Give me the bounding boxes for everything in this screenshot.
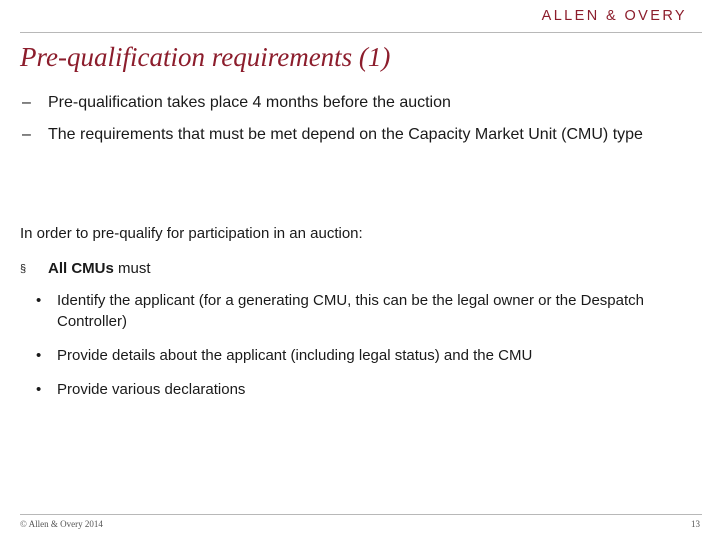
bullet-item-text: Provide details about the applicant (including legal status) and the CMU — [57, 347, 533, 364]
intro-text: In order to pre-qualify for participation in an auction: — [20, 225, 363, 242]
footer-copyright: © Allen & Overy 2014 — [20, 519, 103, 529]
dash-item — [20, 92, 680, 114]
dash-item — [20, 124, 680, 146]
dash-marker: – — [22, 126, 31, 143]
level1-bold-text: All CMUs — [48, 260, 114, 277]
bullet-item — [36, 345, 676, 366]
square-bullet-icon: § — [20, 263, 27, 275]
bullet-item-text: Provide various declarations — [57, 381, 246, 398]
bullet-dot-icon: • — [36, 292, 42, 309]
page-number: 13 — [691, 519, 700, 529]
bullet-list — [36, 290, 676, 413]
header-divider — [20, 32, 702, 33]
slide-title: Pre-qualification requirements (1) — [20, 42, 391, 72]
bullet-item — [36, 290, 676, 332]
bullet-item — [36, 379, 676, 400]
level1-item — [20, 259, 151, 279]
allen-overy-logo: ALLEN & OVERY — [541, 8, 687, 24]
bullet-dot-icon: • — [36, 381, 42, 398]
dash-marker: – — [22, 94, 31, 111]
dash-item-text: The requirements that must be met depend on the Capacity Market Unit (CMU) type — [48, 126, 643, 143]
bullet-dot-icon: • — [36, 347, 42, 364]
level1-rest-text: must — [113, 260, 151, 277]
bullet-item-text: Identify the applicant (for a generating CMU, this can be the legal owner or the Despatch Controller) — [57, 292, 644, 330]
dash-list — [20, 92, 680, 156]
footer-divider — [20, 514, 702, 515]
dash-item-text: Pre-qualification takes place 4 months before the auction — [48, 94, 451, 111]
